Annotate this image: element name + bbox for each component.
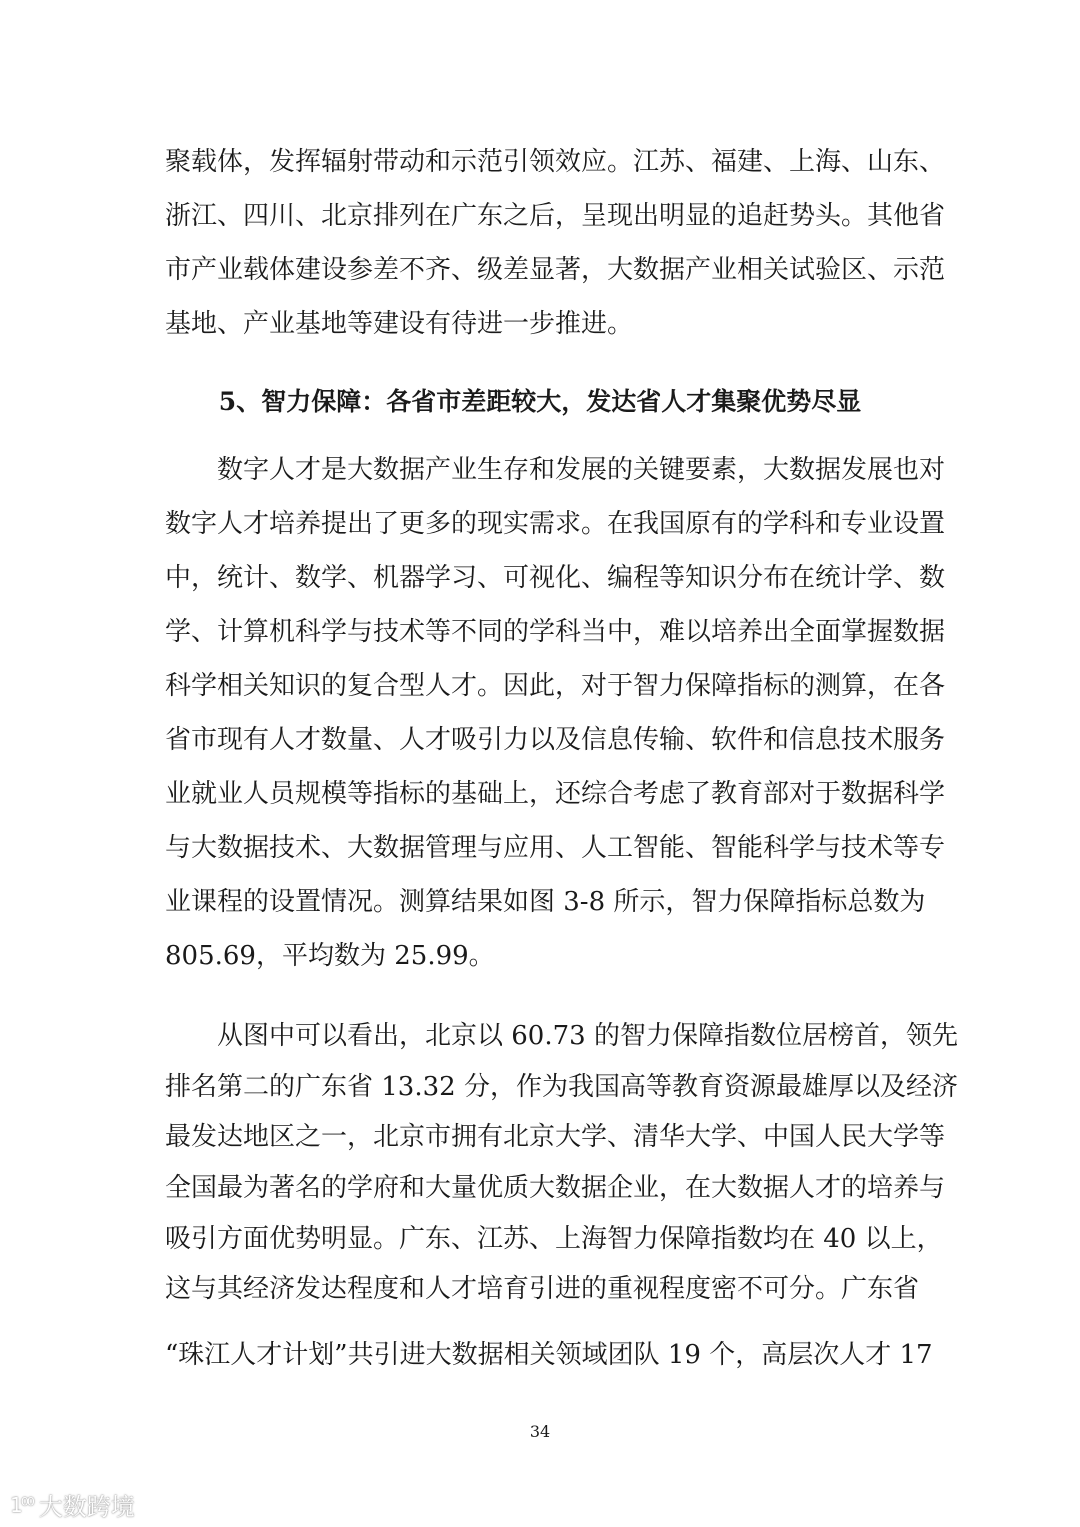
paragraph-beijing-analysis	[165, 1011, 958, 1395]
text-line: 排名第二的广东省 13.32 分，作为我国高等教育资源最雄厚以及经济	[165, 1071, 958, 1102]
text-line: 基地、产业基地等建设有待进一步推进。	[165, 309, 634, 339]
watermark-text: 大数跨境	[38, 1493, 135, 1521]
paragraph-carrier-continued	[165, 135, 946, 351]
text-line: 省市现有人才数量、人才吸引力以及信息传输、软件和信息技术服务	[165, 725, 946, 755]
text-line: 最发达地区之一，北京市拥有北京大学、清华大学、中国人民大学等	[165, 1122, 946, 1153]
text-line: 学、计算机科学与技术等不同的学科当中，难以培养出全面掌握数据	[165, 617, 946, 647]
text-line: 这与其经济发达程度和人才培育引进的重视程度密不可分。广东省	[165, 1274, 920, 1305]
page-number: 34	[529, 1422, 551, 1441]
text-line: 聚载体，发挥辐射带动和示范引领效应。江苏、福建、上海、山东、	[165, 147, 946, 177]
section-heading: 5、智力保障：各省市差距较大，发达省人才集聚优势尽显	[218, 387, 862, 416]
text-line: 中，统计、数学、机器学习、可视化、编程等知识分布在统计学、数	[165, 563, 946, 593]
paragraph-talent-intro	[165, 443, 946, 983]
watermark-logo-icon: 1⁰⁰	[10, 1492, 33, 1517]
watermark	[10, 1487, 135, 1522]
text-line: 数字人才培养提出了更多的现实需求。在我国原有的学科和专业设置	[165, 509, 946, 539]
text-line: 从图中可以看出，北京以 60.73 的智力保障指数位居榜首，领先	[217, 1021, 958, 1051]
text-line: 与大数据技术、大数据管理与应用、人工智能、智能科学与技术等专	[165, 833, 946, 863]
text-line: 805.69，平均数为 25.99。	[165, 941, 495, 971]
text-line: 吸引方面优势明显。广东、江苏、上海智力保障指数均在 40 以上，	[165, 1223, 943, 1254]
text-line: 业课程的设置情况。测算结果如图 3-8 所示，智力保障指标总数为	[165, 887, 926, 917]
text-line: 全国最为著名的学府和大量优质大数据企业，在大数据人才的培养与	[165, 1173, 946, 1204]
text-line: 业就业人员规模等指标的基础上，还综合考虑了教育部对于数据科学	[165, 779, 946, 809]
text-line: 浙江、四川、北京排列在广东之后，呈现出明显的追赶势头。其他省	[165, 201, 946, 231]
text-line: 市产业载体建设参差不齐、级差显著，大数据产业相关试验区、示范	[165, 255, 946, 285]
text-line: 数字人才是大数据产业生存和发展的关键要素，大数据发展也对	[217, 455, 946, 485]
text-line: 科学相关知识的复合型人才。因此，对于智力保障指标的测算，在各	[165, 671, 946, 701]
text-line: “珠江人才计划”共引进大数据相关领域团队 19 个，高层次人才 17	[165, 1340, 933, 1371]
